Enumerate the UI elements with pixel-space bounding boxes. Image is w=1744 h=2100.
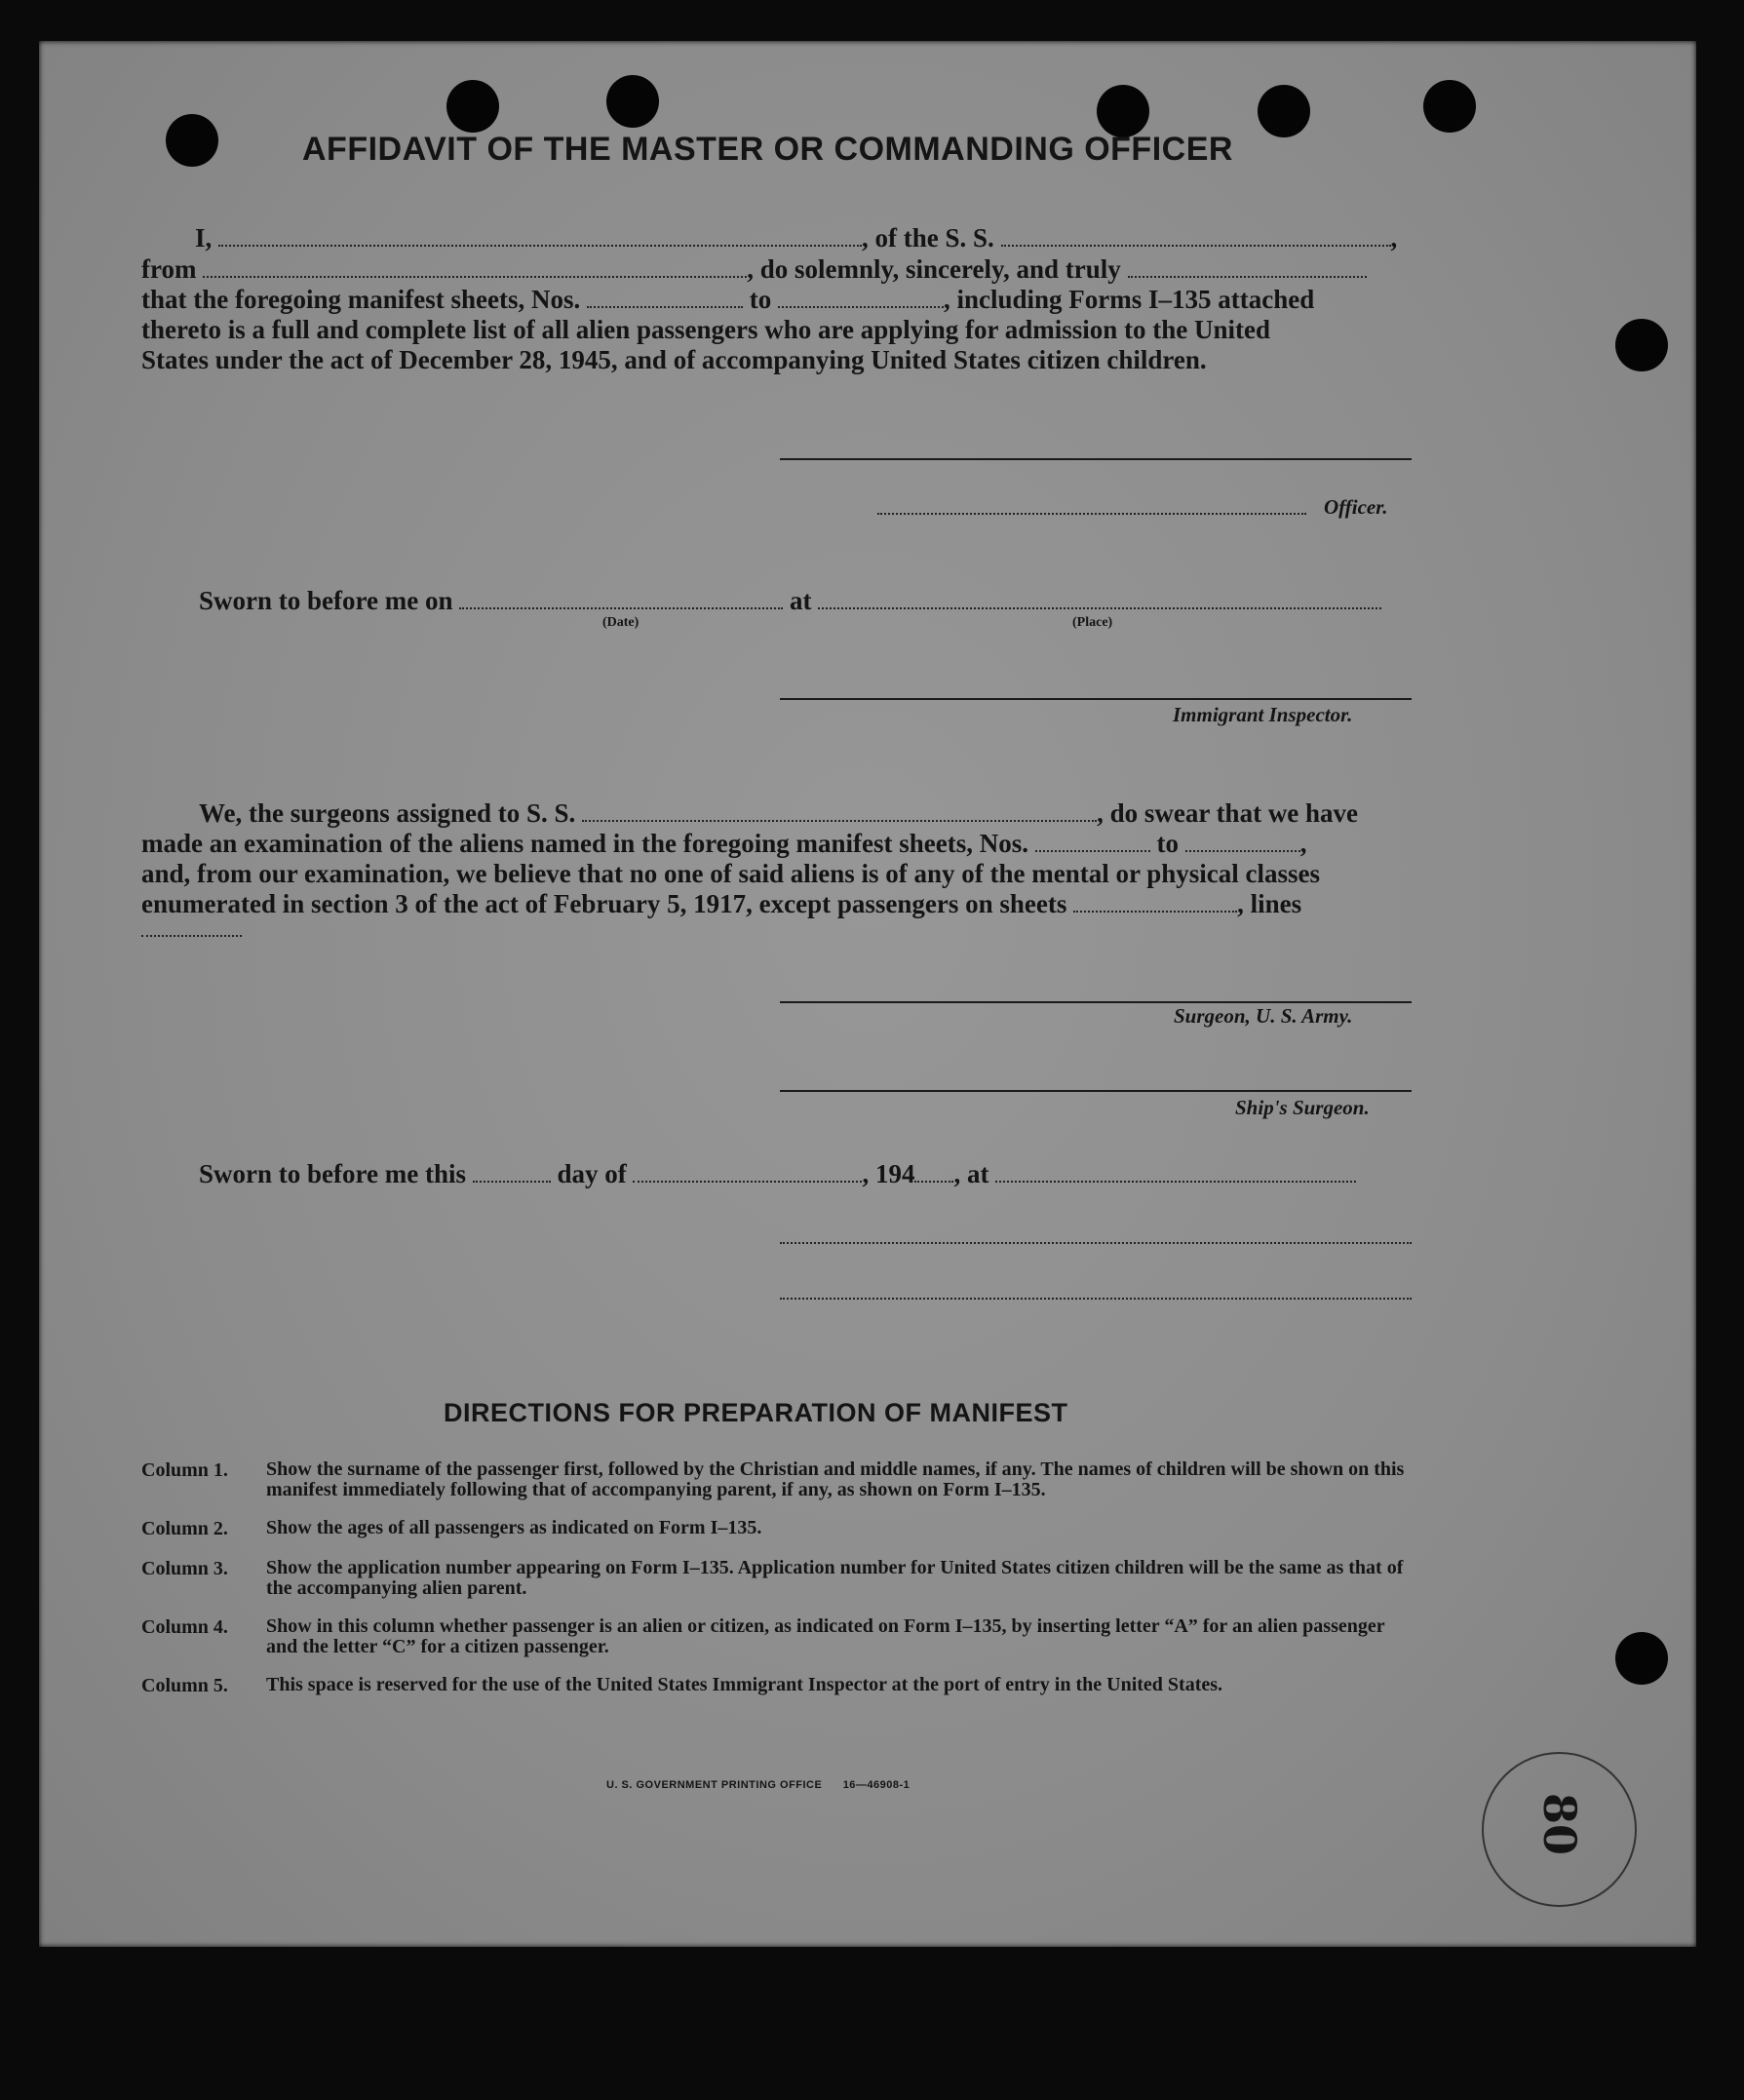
text-surgeons-assigned: We, the surgeons assigned to S. S. (199, 798, 576, 828)
exam-to-blank (1185, 829, 1300, 852)
direction-item (141, 1675, 1418, 1697)
ship-blank (1001, 223, 1391, 247)
affidavit-line-4: thereto is a full and complete list of all alien passengers who are applying for admission to the United (141, 315, 1271, 344)
direction-column-label: Column 4. (141, 1616, 228, 1638)
text-from: from (141, 254, 197, 284)
name-blank (218, 223, 862, 247)
text-i: I, (195, 223, 213, 253)
text-day-of: day of (557, 1159, 627, 1188)
text-comma: , (1299, 829, 1307, 858)
affidavit-line-3 (141, 285, 1314, 315)
punch-hole (166, 114, 218, 167)
directions-list (141, 1459, 1418, 1697)
affidavit-title: AFFIDAVIT OF THE MASTER OR COMMANDING OFFICER (302, 131, 1233, 168)
officer-label: Officer. (1324, 495, 1388, 519)
ship-surgeon-label: Ship's Surgeon. (1235, 1096, 1370, 1119)
place-blank (818, 586, 1381, 609)
direction-column-label: Column 5. (141, 1675, 228, 1696)
direction-text: Show the application number appearing on Form I–135. Application number for United States citizen children will be the same as that of the accompanying alien parent. (266, 1557, 1404, 1599)
sheet-to-blank (778, 285, 944, 308)
direction-item (141, 1518, 1418, 1540)
printer-name: U. S. GOVERNMENT PRINTING OFFICE (606, 1779, 823, 1791)
direction-column-label: Column 2. (141, 1518, 228, 1539)
text-lines: , lines (1237, 889, 1302, 918)
direction-item (141, 1616, 1418, 1657)
text-sworn-this: Sworn to before me this (199, 1159, 466, 1188)
sheet-from-blank (587, 285, 743, 308)
surgeons-line-4 (141, 889, 1301, 919)
date-blank (459, 586, 783, 609)
punch-hole (1423, 80, 1476, 133)
affidavit-line-5: States under the act of December 28, 1945, and of accompanying United States citizen children. (141, 345, 1207, 374)
text-comma: , (1390, 223, 1398, 253)
affidavit-line-1 (195, 223, 1397, 253)
direction-item (141, 1558, 1418, 1599)
text-year: , 194 (862, 1159, 915, 1188)
printer-imprint (606, 1779, 910, 1791)
text-including: , including Forms I–135 attached (943, 285, 1315, 314)
lines-blank (141, 935, 242, 937)
direction-text: Show the surname of the passenger first, followed by the Christian and middle names, if any. The names of children will be shown on this manifest immediately following that of accompanying parent, if any, as shown on Form I–135. (266, 1458, 1405, 1500)
direction-column-label: Column 3. (141, 1558, 228, 1579)
surgeon-ship-blank (582, 798, 1097, 822)
sworn-signature-line-1 (780, 1242, 1412, 1244)
signature-line (780, 458, 1412, 460)
year-blank (914, 1159, 953, 1183)
punch-hole (1615, 1632, 1668, 1685)
punch-hole (1097, 85, 1149, 137)
handwritten-page-number: 80 (1533, 1792, 1587, 1856)
direction-text: This space is reserved for the use of the United States Immigrant Inspector at the port of entry in the United States. (266, 1674, 1223, 1695)
text-examination: made an examination of the aliens named in the foregoing manifest sheets, Nos. (141, 829, 1028, 858)
army-surgeon-label: Surgeon, U. S. Army. (1174, 1004, 1353, 1028)
direction-text: Show the ages of all passengers as indicated on Form I–135. (266, 1517, 762, 1538)
text-manifest-sheets: that the foregoing manifest sheets, Nos. (141, 285, 581, 314)
inspector-signature-line (780, 698, 1412, 700)
text-enumerated: enumerated in section 3 of the act of February 5, 1917, except passengers on sheets (141, 889, 1067, 918)
directions-title: DIRECTIONS FOR PREPARATION OF MANIFEST (444, 1398, 1068, 1427)
exam-from-blank (1035, 829, 1150, 852)
form-sheet (39, 41, 1696, 1947)
direction-column-label: Column 1. (141, 1459, 228, 1481)
punch-hole (606, 75, 659, 128)
sworn-line-1 (199, 586, 1381, 616)
surgeons-line-3: and, from our examination, we believe that no one of said aliens is of any of the mental or physical classes (141, 859, 1321, 888)
sheets-blank (1073, 889, 1237, 913)
text-of-ss: , of the S. S. (862, 223, 994, 253)
date-label: (Date) (602, 615, 639, 630)
text-do-swear: , do swear that we have (1097, 798, 1359, 828)
punch-hole (1615, 319, 1668, 371)
form-code: 16—46908-1 (842, 1779, 911, 1791)
text-at: , at (953, 1159, 989, 1188)
direction-item (141, 1459, 1418, 1500)
text-sworn-on: Sworn to before me on (199, 586, 453, 615)
text-at: at (789, 586, 812, 615)
surgeons-line-2 (141, 829, 1306, 859)
inspector-label: Immigrant Inspector. (1173, 703, 1353, 726)
direction-text: Show in this column whether passenger is an alien or citizen, as indicated on Form I–135, by inserting letter “A” for an alien passenger and the letter “C” for a citizen passenger. (266, 1615, 1385, 1657)
day-blank (473, 1159, 551, 1183)
place-blank-2 (995, 1159, 1356, 1183)
month-blank (633, 1159, 862, 1183)
from-blank (203, 254, 747, 278)
sworn-signature-line-2 (780, 1298, 1412, 1300)
truly-blank (1128, 254, 1367, 278)
army-surgeon-signature-line (780, 1001, 1412, 1003)
punch-hole (1258, 85, 1310, 137)
text-swear: , do solemnly, sincerely, and truly (747, 254, 1121, 284)
surgeons-line-1 (199, 798, 1358, 829)
ship-surgeon-signature-line (780, 1090, 1412, 1092)
text-to: to (1156, 829, 1179, 858)
place-label: (Place) (1072, 615, 1113, 630)
affidavit-line-2 (141, 254, 1367, 285)
sworn-line-2 (199, 1159, 1356, 1189)
officer-dotted-line (877, 513, 1306, 515)
punch-hole (446, 80, 499, 133)
text-to: to (749, 285, 772, 314)
